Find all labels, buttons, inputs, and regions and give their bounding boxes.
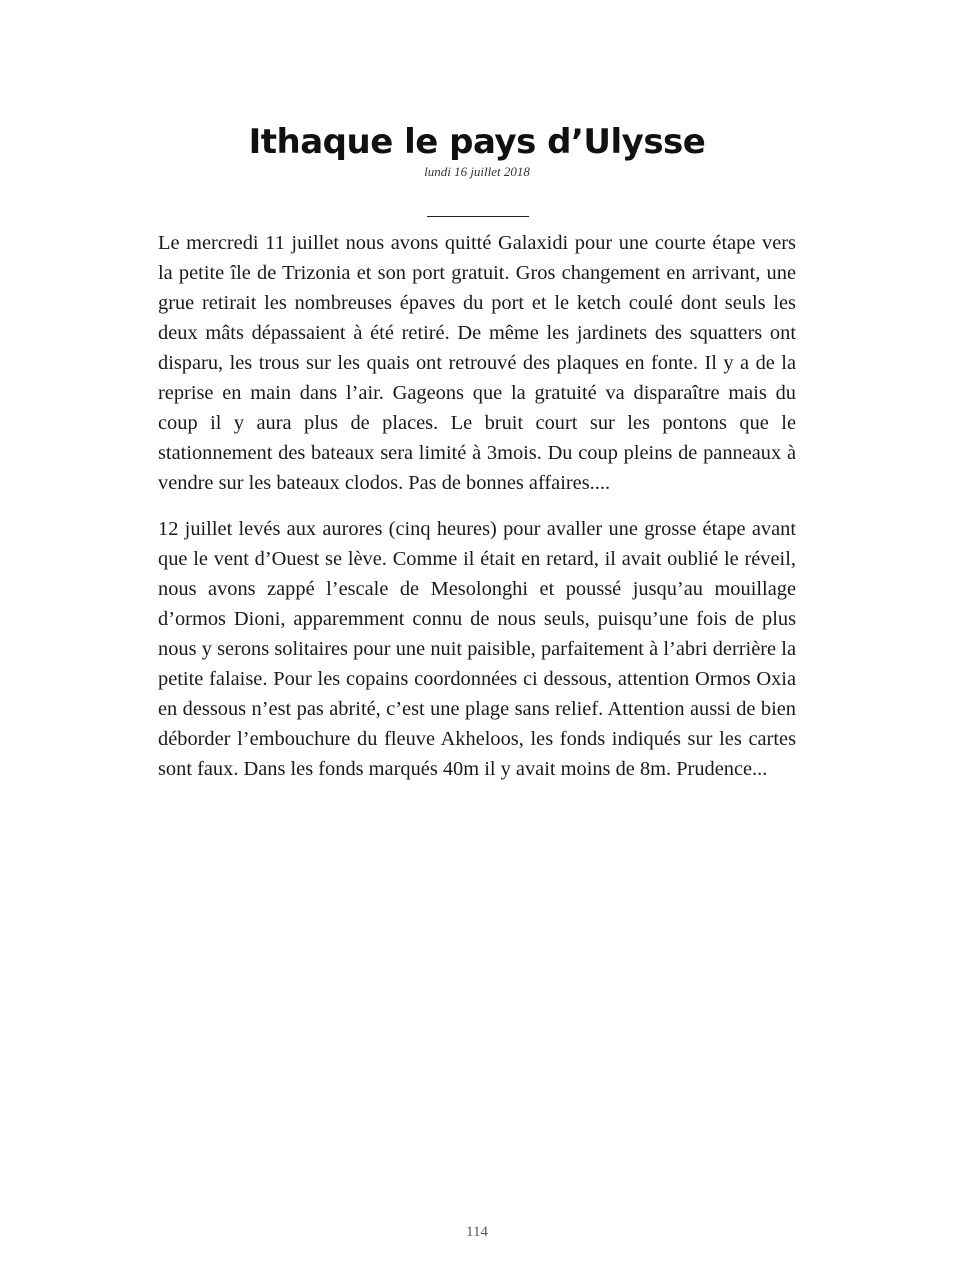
post-date: lundi 16 juillet 2018 [424,164,530,179]
article-body [158,228,796,800]
page-number: 114 [466,1224,488,1240]
paragraph: 12 juillet levés aux aurores (cinq heures) pour avaller une grosse étape avant que le vent d’Ouest se lève. Comme il était en retard, il avait oublié le réveil, nous avons zappé l’escale de Mesolonghi et poussé jusqu’au mouillage d’ormos Dioni, apparemment connu de nous seuls, puisqu’une fois de plus nous y serons solitaires pour une nuit paisible, parfaitement à l’abri derrière la petite falaise. Pour les copains coordonnées ci dessous, attention Ormos Oxia en dessous n’est pas abrité, c’est une plage sans relief. Attention aussi de bien déborder l’embouchure du fleuve Akheloos, les fonds indiqués sur les cartes sont faux. Dans les fonds marqués 40m il y avait moins de 8m. Prudence... [158,518,796,780]
paragraph: Le mercredi 11 juillet nous avons quitté Galaxidi pour une courte étape vers la petite île de Trizonia et son port gratuit. Gros changement en arrivant, une grue retirait les nombreuses épaves du port et le ketch coulé dont seuls les deux mâts dépassaient à été retiré. De même les jardinets des squatters ont disparu, les trous sur les quais ont retrouvé des plaques en fonte. Il y a de la reprise en main dans l’air. Gageons que la gratuité va disparaître mais du coup il y aura plus de places. Le bruit court sur les pontons que le stationnement des bateaux sera limité à 3mois. Du coup pleins de panneaux à vendre sur les bateaux clodos. Pas de bonnes affaires.... [158,232,796,494]
page-title: Ithaque le pays d’Ulysse [248,122,706,162]
title-divider [427,216,529,217]
